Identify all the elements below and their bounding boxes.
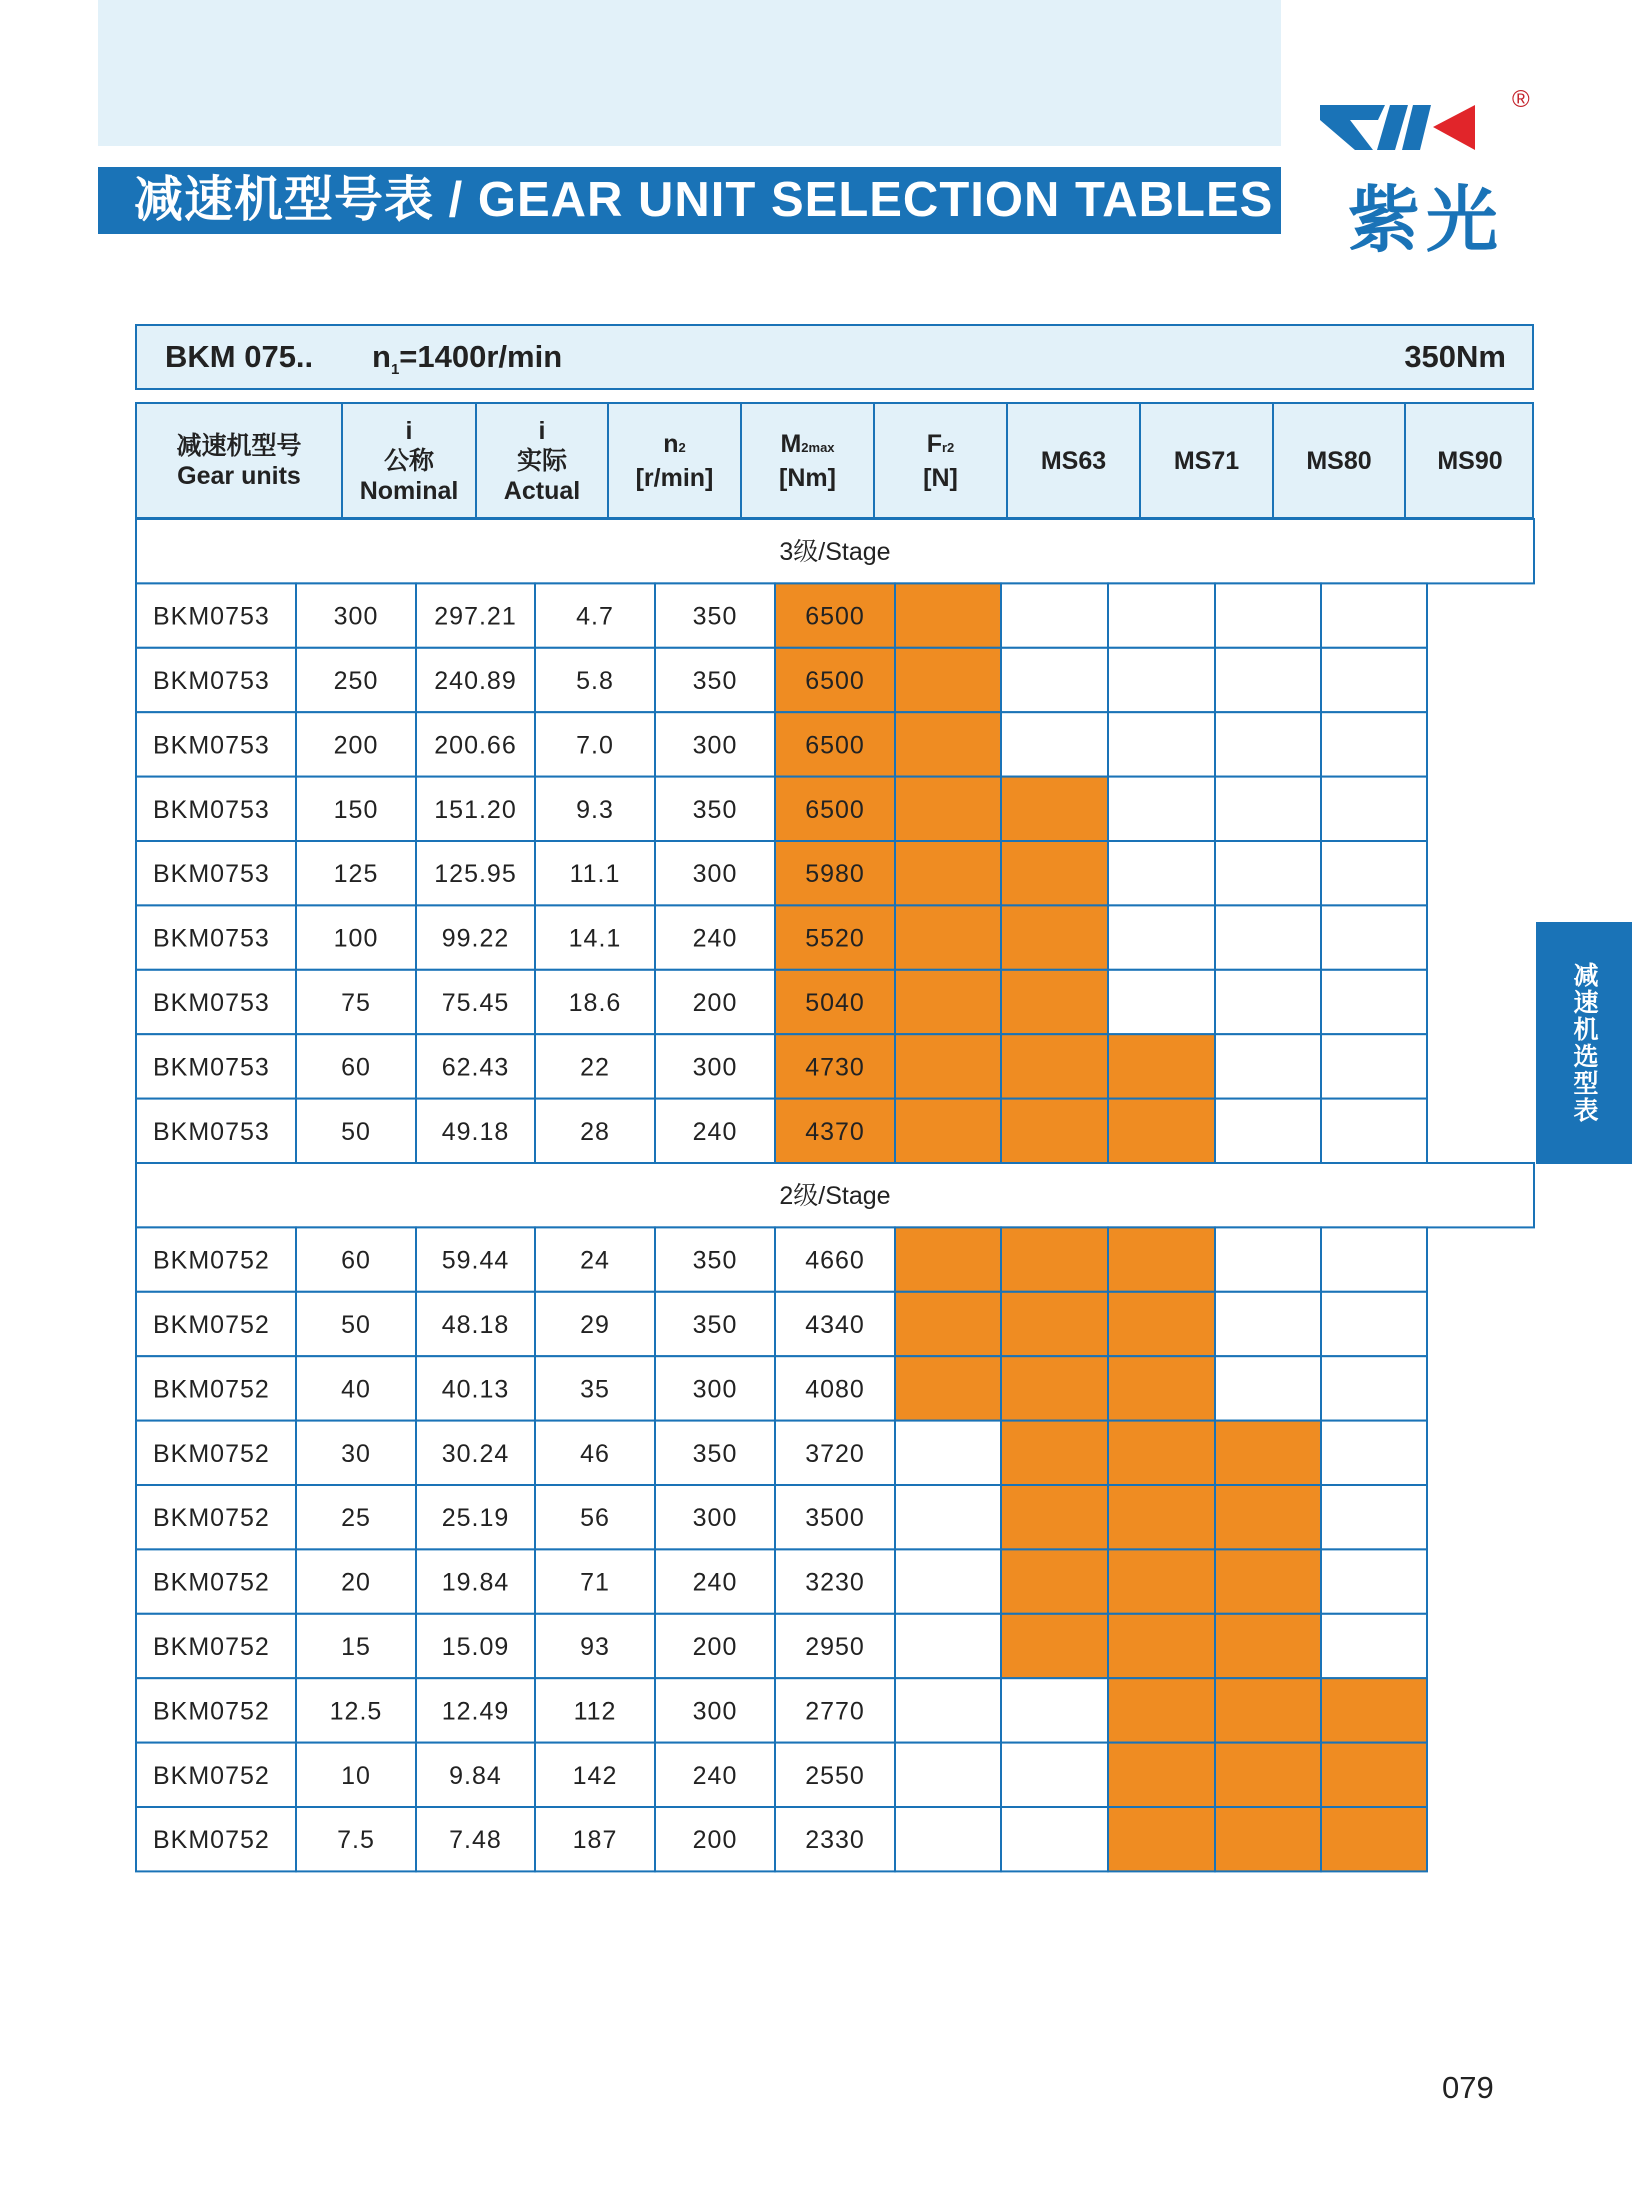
- fit-cell: [1001, 648, 1108, 712]
- fit-cell: [1001, 1292, 1108, 1356]
- fit-cell: [895, 1356, 1001, 1420]
- table-row: [136, 648, 1427, 712]
- cell-n2: 112: [573, 1697, 617, 1726]
- table-row: [136, 1678, 1427, 1742]
- cell-fr2: 4340: [805, 1311, 865, 1339]
- cell-i-nominal: 7.5: [337, 1826, 375, 1855]
- fit-cell: [1001, 777, 1108, 841]
- fit-cell: [895, 1292, 1001, 1356]
- cell-m2max: 300: [692, 1375, 738, 1404]
- fit-cell: [895, 1227, 1001, 1291]
- fit-cell: [895, 1807, 1001, 1871]
- cell-fr2: 6500: [805, 731, 865, 760]
- cell-unit: BKM0753: [153, 667, 270, 695]
- fit-cell: [895, 1034, 1001, 1098]
- fit-cell: [1215, 1549, 1321, 1613]
- cell-i-nominal: 50: [341, 1117, 371, 1146]
- fit-cell: [1108, 777, 1215, 841]
- fit-cell: [895, 970, 1001, 1034]
- cell-m2max: 300: [692, 1053, 738, 1082]
- cell-m2max: 300: [692, 860, 738, 889]
- fit-cell: [1001, 583, 1108, 647]
- cell-unit: BKM0752: [153, 1246, 270, 1275]
- cell-i-actual: 62.43: [441, 1053, 510, 1082]
- fit-cell: [1321, 1678, 1427, 1742]
- fit-cell: [1215, 712, 1321, 776]
- cell-i-actual: 75.45: [441, 989, 510, 1017]
- fit-cell: [1001, 841, 1108, 905]
- fit-cell: [895, 1614, 1001, 1678]
- table-row: [136, 1485, 1427, 1549]
- fit-cell: [1321, 1614, 1427, 1678]
- cell-i-nominal: 20: [341, 1568, 371, 1597]
- fit-cell: [895, 712, 1001, 776]
- fit-cell: [1321, 777, 1427, 841]
- model-header: [135, 324, 1534, 390]
- fit-cell: [1001, 1485, 1108, 1549]
- selection-table: [135, 518, 1536, 1878]
- fit-cell: [1321, 1292, 1427, 1356]
- fit-cell: [1001, 1743, 1108, 1807]
- cell-n2: 142: [572, 1761, 618, 1790]
- table-row: [136, 712, 1427, 776]
- cell-fr2: 2330: [805, 1826, 865, 1855]
- fit-cell: [1001, 712, 1108, 776]
- cell-unit: BKM0753: [153, 989, 270, 1017]
- table-row: [136, 583, 1427, 647]
- col-m2max: M2max [Nm]: [742, 404, 875, 517]
- fit-cell: [1215, 583, 1321, 647]
- fit-cell: [1215, 777, 1321, 841]
- fit-cell: [1001, 1678, 1108, 1742]
- fit-cell: [1215, 1614, 1321, 1678]
- cell-i-nominal: 125: [333, 860, 379, 889]
- section-label: 2级/Stage: [779, 1182, 891, 1211]
- cell-i-nominal: 75: [341, 989, 371, 1017]
- fit-cell: [895, 777, 1001, 841]
- cell-m2max: 350: [692, 795, 738, 824]
- fit-cell: [895, 1678, 1001, 1742]
- fit-cell: [1215, 1099, 1321, 1163]
- cell-n2: 29: [580, 1311, 610, 1339]
- col-n2: n2 [r/min]: [609, 404, 742, 517]
- cell-fr2: 5520: [805, 924, 865, 953]
- cell-m2max: 300: [692, 1504, 738, 1533]
- col-gear-units: 减速机型号 Gear units: [137, 404, 343, 517]
- cell-i-nominal: 300: [333, 602, 379, 631]
- cell-n2: 71: [580, 1568, 610, 1597]
- cell-fr2: 2770: [805, 1697, 865, 1726]
- top-band: [98, 0, 1281, 146]
- cell-n2: 28: [580, 1117, 610, 1146]
- cell-i-actual: 7.48: [449, 1826, 502, 1855]
- cell-i-nominal: 250: [333, 667, 379, 695]
- cell-n2: 187: [572, 1826, 618, 1855]
- cell-m2max: 200: [692, 1826, 738, 1855]
- table-row: [136, 970, 1427, 1034]
- cell-i-actual: 30.24: [441, 1439, 510, 1468]
- rated-torque: 350Nm: [1404, 339, 1506, 374]
- fit-cell: [1321, 905, 1427, 969]
- table-row: [136, 1614, 1427, 1678]
- fit-cell: [1108, 1227, 1215, 1291]
- fit-cell: [1321, 648, 1427, 712]
- table-row: [136, 1034, 1427, 1098]
- col-ms80: MS80: [1274, 404, 1406, 517]
- table-row: [136, 1807, 1427, 1871]
- cell-i-nominal: 100: [333, 924, 379, 953]
- cell-i-nominal: 200: [333, 731, 379, 760]
- cell-n2: 35: [580, 1375, 610, 1404]
- cell-i-actual: 59.44: [441, 1246, 510, 1275]
- cell-i-actual: 40.13: [441, 1375, 510, 1404]
- fit-cell: [1321, 583, 1427, 647]
- cell-m2max: 240: [692, 924, 738, 953]
- fit-cell: [1108, 1807, 1215, 1871]
- cell-unit: BKM0753: [153, 1117, 270, 1146]
- fit-cell: [1215, 905, 1321, 969]
- fit-cell: [1215, 841, 1321, 905]
- cell-fr2: 2950: [805, 1633, 865, 1661]
- cell-i-actual: 48.18: [441, 1311, 510, 1339]
- cell-fr2: 6500: [805, 602, 865, 631]
- cell-m2max: 240: [692, 1568, 738, 1597]
- cell-unit: BKM0752: [153, 1761, 270, 1790]
- fit-cell: [1108, 1678, 1215, 1742]
- cell-m2max: 350: [692, 602, 738, 631]
- col-i-nominal: i 公称 Nominal: [343, 404, 477, 517]
- cell-i-nominal: 25: [341, 1504, 371, 1533]
- cell-n2: 14.1: [568, 924, 622, 953]
- col-ms71: MS71: [1141, 404, 1274, 517]
- table-row: [136, 1743, 1427, 1807]
- fit-cell: [1321, 1485, 1427, 1549]
- cell-unit: BKM0752: [153, 1504, 270, 1533]
- cell-n2: 5.8: [576, 667, 614, 695]
- cell-n2: 22: [580, 1053, 610, 1082]
- fit-cell: [1215, 1807, 1321, 1871]
- fit-cell: [1108, 648, 1215, 712]
- cell-unit: BKM0753: [153, 860, 270, 889]
- cell-unit: BKM0753: [153, 924, 270, 953]
- page-number: 079: [1442, 2070, 1494, 2105]
- table-row: [136, 1421, 1427, 1485]
- cell-n2: 4.7: [576, 602, 614, 631]
- fit-cell: [1321, 1549, 1427, 1613]
- cell-fr2: 3500: [805, 1504, 865, 1533]
- cell-m2max: 200: [692, 1633, 738, 1661]
- cell-n2: 93: [580, 1633, 610, 1661]
- cell-unit: BKM0752: [153, 1633, 270, 1661]
- cell-n2: 9.3: [576, 795, 614, 824]
- fit-cell: [895, 1549, 1001, 1613]
- cell-n2: 11.1: [569, 860, 621, 889]
- model-name: BKM 075..: [165, 339, 314, 374]
- fit-cell: [895, 905, 1001, 969]
- table-row: [136, 1292, 1427, 1356]
- selection-table-grid: [135, 518, 1536, 1878]
- fit-cell: [1108, 712, 1215, 776]
- fit-cell: [1321, 1099, 1427, 1163]
- cell-i-actual: 25.19: [441, 1504, 510, 1533]
- page-title: 减速机型号表 / GEAR UNIT SELECTION TABLES: [98, 167, 1281, 234]
- cell-m2max: 350: [692, 1311, 738, 1339]
- cell-fr2: 4080: [805, 1375, 865, 1404]
- col-i-actual: i 实际 Actual: [477, 404, 609, 517]
- fit-cell: [1215, 1678, 1321, 1742]
- fit-cell: [895, 648, 1001, 712]
- fit-cell: [1001, 1099, 1108, 1163]
- cell-n2: 24: [580, 1246, 610, 1275]
- fit-cell: [1108, 1421, 1215, 1485]
- cell-i-nominal: 50: [341, 1311, 371, 1339]
- fit-cell: [895, 1485, 1001, 1549]
- cell-i-actual: 151.20: [434, 795, 517, 824]
- registered-mark: ®: [1512, 86, 1530, 113]
- cell-fr2: 2550: [805, 1761, 865, 1790]
- cell-fr2: 6500: [805, 667, 865, 695]
- table-header: [135, 402, 1534, 519]
- fit-cell: [1108, 583, 1215, 647]
- fit-cell: [1108, 1356, 1215, 1420]
- col-fr2: Fr2 [N]: [875, 404, 1008, 517]
- fit-cell: [1215, 970, 1321, 1034]
- fit-cell: [1215, 648, 1321, 712]
- cell-i-actual: 297.21: [434, 602, 517, 631]
- fit-cell: [1108, 841, 1215, 905]
- cell-i-nominal: 30: [341, 1439, 371, 1468]
- cell-i-actual: 15.09: [441, 1633, 510, 1661]
- fit-cell: [1108, 1549, 1215, 1613]
- cell-m2max: 350: [692, 667, 738, 695]
- cell-i-actual: 99.22: [441, 924, 510, 953]
- cell-i-nominal: 40: [341, 1375, 371, 1404]
- cell-i-actual: 19.84: [441, 1568, 510, 1597]
- fit-cell: [895, 841, 1001, 905]
- section-label: 3级/Stage: [779, 538, 891, 567]
- col-ms90: MS90: [1437, 446, 1503, 475]
- fit-cell: [1108, 1292, 1215, 1356]
- fit-cell: [895, 1743, 1001, 1807]
- fit-cell: [1108, 1099, 1215, 1163]
- fit-cell: [1215, 1356, 1321, 1420]
- cell-i-nominal: 60: [341, 1053, 371, 1082]
- cell-unit: BKM0752: [153, 1311, 270, 1339]
- fit-cell: [1215, 1292, 1321, 1356]
- cell-i-nominal: 10: [341, 1761, 371, 1790]
- fit-cell: [1001, 1227, 1108, 1291]
- fit-cell: [1321, 970, 1427, 1034]
- col-ms63: MS63: [1008, 404, 1141, 517]
- cell-i-nominal: 15: [341, 1633, 371, 1661]
- cell-m2max: 200: [692, 989, 738, 1017]
- cell-m2max: 350: [692, 1246, 738, 1275]
- cell-fr2: 4660: [805, 1246, 865, 1275]
- cell-fr2: 4730: [805, 1053, 865, 1082]
- cell-unit: BKM0752: [153, 1439, 270, 1468]
- side-tab: 减速机选型表: [1536, 922, 1632, 1164]
- fit-cell: [1108, 1743, 1215, 1807]
- cell-m2max: 300: [692, 1697, 738, 1726]
- fit-cell: [1215, 1034, 1321, 1098]
- fit-cell: [1321, 841, 1427, 905]
- fit-cell: [895, 1421, 1001, 1485]
- fit-cell: [1108, 1614, 1215, 1678]
- cell-i-actual: 12.49: [441, 1697, 510, 1726]
- cell-unit: BKM0753: [153, 795, 270, 824]
- fit-cell: [1001, 905, 1108, 969]
- table-row: [136, 1549, 1427, 1613]
- fit-cell: [1321, 1743, 1427, 1807]
- fit-cell: [1001, 970, 1108, 1034]
- fit-cell: [1321, 712, 1427, 776]
- cell-fr2: 4370: [805, 1117, 865, 1146]
- cell-unit: BKM0753: [153, 1053, 270, 1082]
- cell-fr2: 5040: [805, 989, 865, 1017]
- cell-n2: 46: [580, 1439, 610, 1468]
- cell-i-nominal: 60: [341, 1246, 371, 1275]
- fit-cell: [1321, 1807, 1427, 1871]
- fit-cell: [1001, 1034, 1108, 1098]
- fit-cell: [1001, 1807, 1108, 1871]
- cell-i-actual: 125.95: [434, 860, 517, 889]
- cell-unit: BKM0752: [153, 1826, 270, 1855]
- cell-m2max: 240: [692, 1761, 738, 1790]
- cell-n2: 7.0: [576, 731, 614, 760]
- cell-i-actual: 200.66: [434, 731, 517, 760]
- cell-i-nominal: 150: [333, 795, 379, 824]
- fit-cell: [1321, 1356, 1427, 1420]
- cell-fr2: 3720: [805, 1439, 865, 1468]
- fit-cell: [1321, 1421, 1427, 1485]
- table-row: [136, 905, 1427, 969]
- fit-cell: [1001, 1421, 1108, 1485]
- cell-i-actual: 240.89: [434, 667, 517, 695]
- cell-n2: 18.6: [568, 989, 622, 1017]
- fit-cell: [1321, 1227, 1427, 1291]
- fit-cell: [1108, 1034, 1215, 1098]
- brand-name: 紫光: [1348, 178, 1505, 262]
- cell-unit: BKM0753: [153, 602, 270, 631]
- fit-cell: [1108, 905, 1215, 969]
- table-row: [136, 841, 1427, 905]
- table-row: [136, 1227, 1427, 1291]
- table-row: [136, 1356, 1427, 1420]
- cell-unit: BKM0753: [153, 731, 270, 760]
- cell-unit: BKM0752: [153, 1697, 270, 1726]
- table-row: [136, 777, 1427, 841]
- input-speed: $n_1=1400r/\min$: [372, 339, 563, 379]
- cell-n2: 56: [580, 1504, 610, 1533]
- fit-cell: [895, 1099, 1001, 1163]
- cell-unit: BKM0752: [153, 1375, 270, 1404]
- fit-cell: [1215, 1743, 1321, 1807]
- fit-cell: [1108, 1485, 1215, 1549]
- cell-m2max: 240: [692, 1117, 738, 1146]
- cell-i-actual: 9.84: [449, 1761, 502, 1790]
- fit-cell: [1108, 970, 1215, 1034]
- cell-m2max: 300: [692, 731, 738, 760]
- fit-cell: [1001, 1549, 1108, 1613]
- cell-fr2: 3230: [805, 1568, 865, 1597]
- cell-fr2: 5980: [805, 860, 865, 889]
- cell-i-nominal: 12.5: [329, 1697, 383, 1726]
- cell-m2max: 350: [692, 1439, 738, 1468]
- fit-cell: [1001, 1356, 1108, 1420]
- fit-cell: [1321, 1034, 1427, 1098]
- cell-fr2: 6500: [805, 795, 865, 824]
- fit-cell: [895, 583, 1001, 647]
- fit-cell: [1215, 1227, 1321, 1291]
- table-row: [136, 1099, 1427, 1163]
- fit-cell: [1215, 1421, 1321, 1485]
- fit-cell: [1215, 1485, 1321, 1549]
- cell-unit: BKM0752: [153, 1568, 270, 1597]
- cell-i-actual: 49.18: [441, 1117, 510, 1146]
- fit-cell: [1001, 1614, 1108, 1678]
